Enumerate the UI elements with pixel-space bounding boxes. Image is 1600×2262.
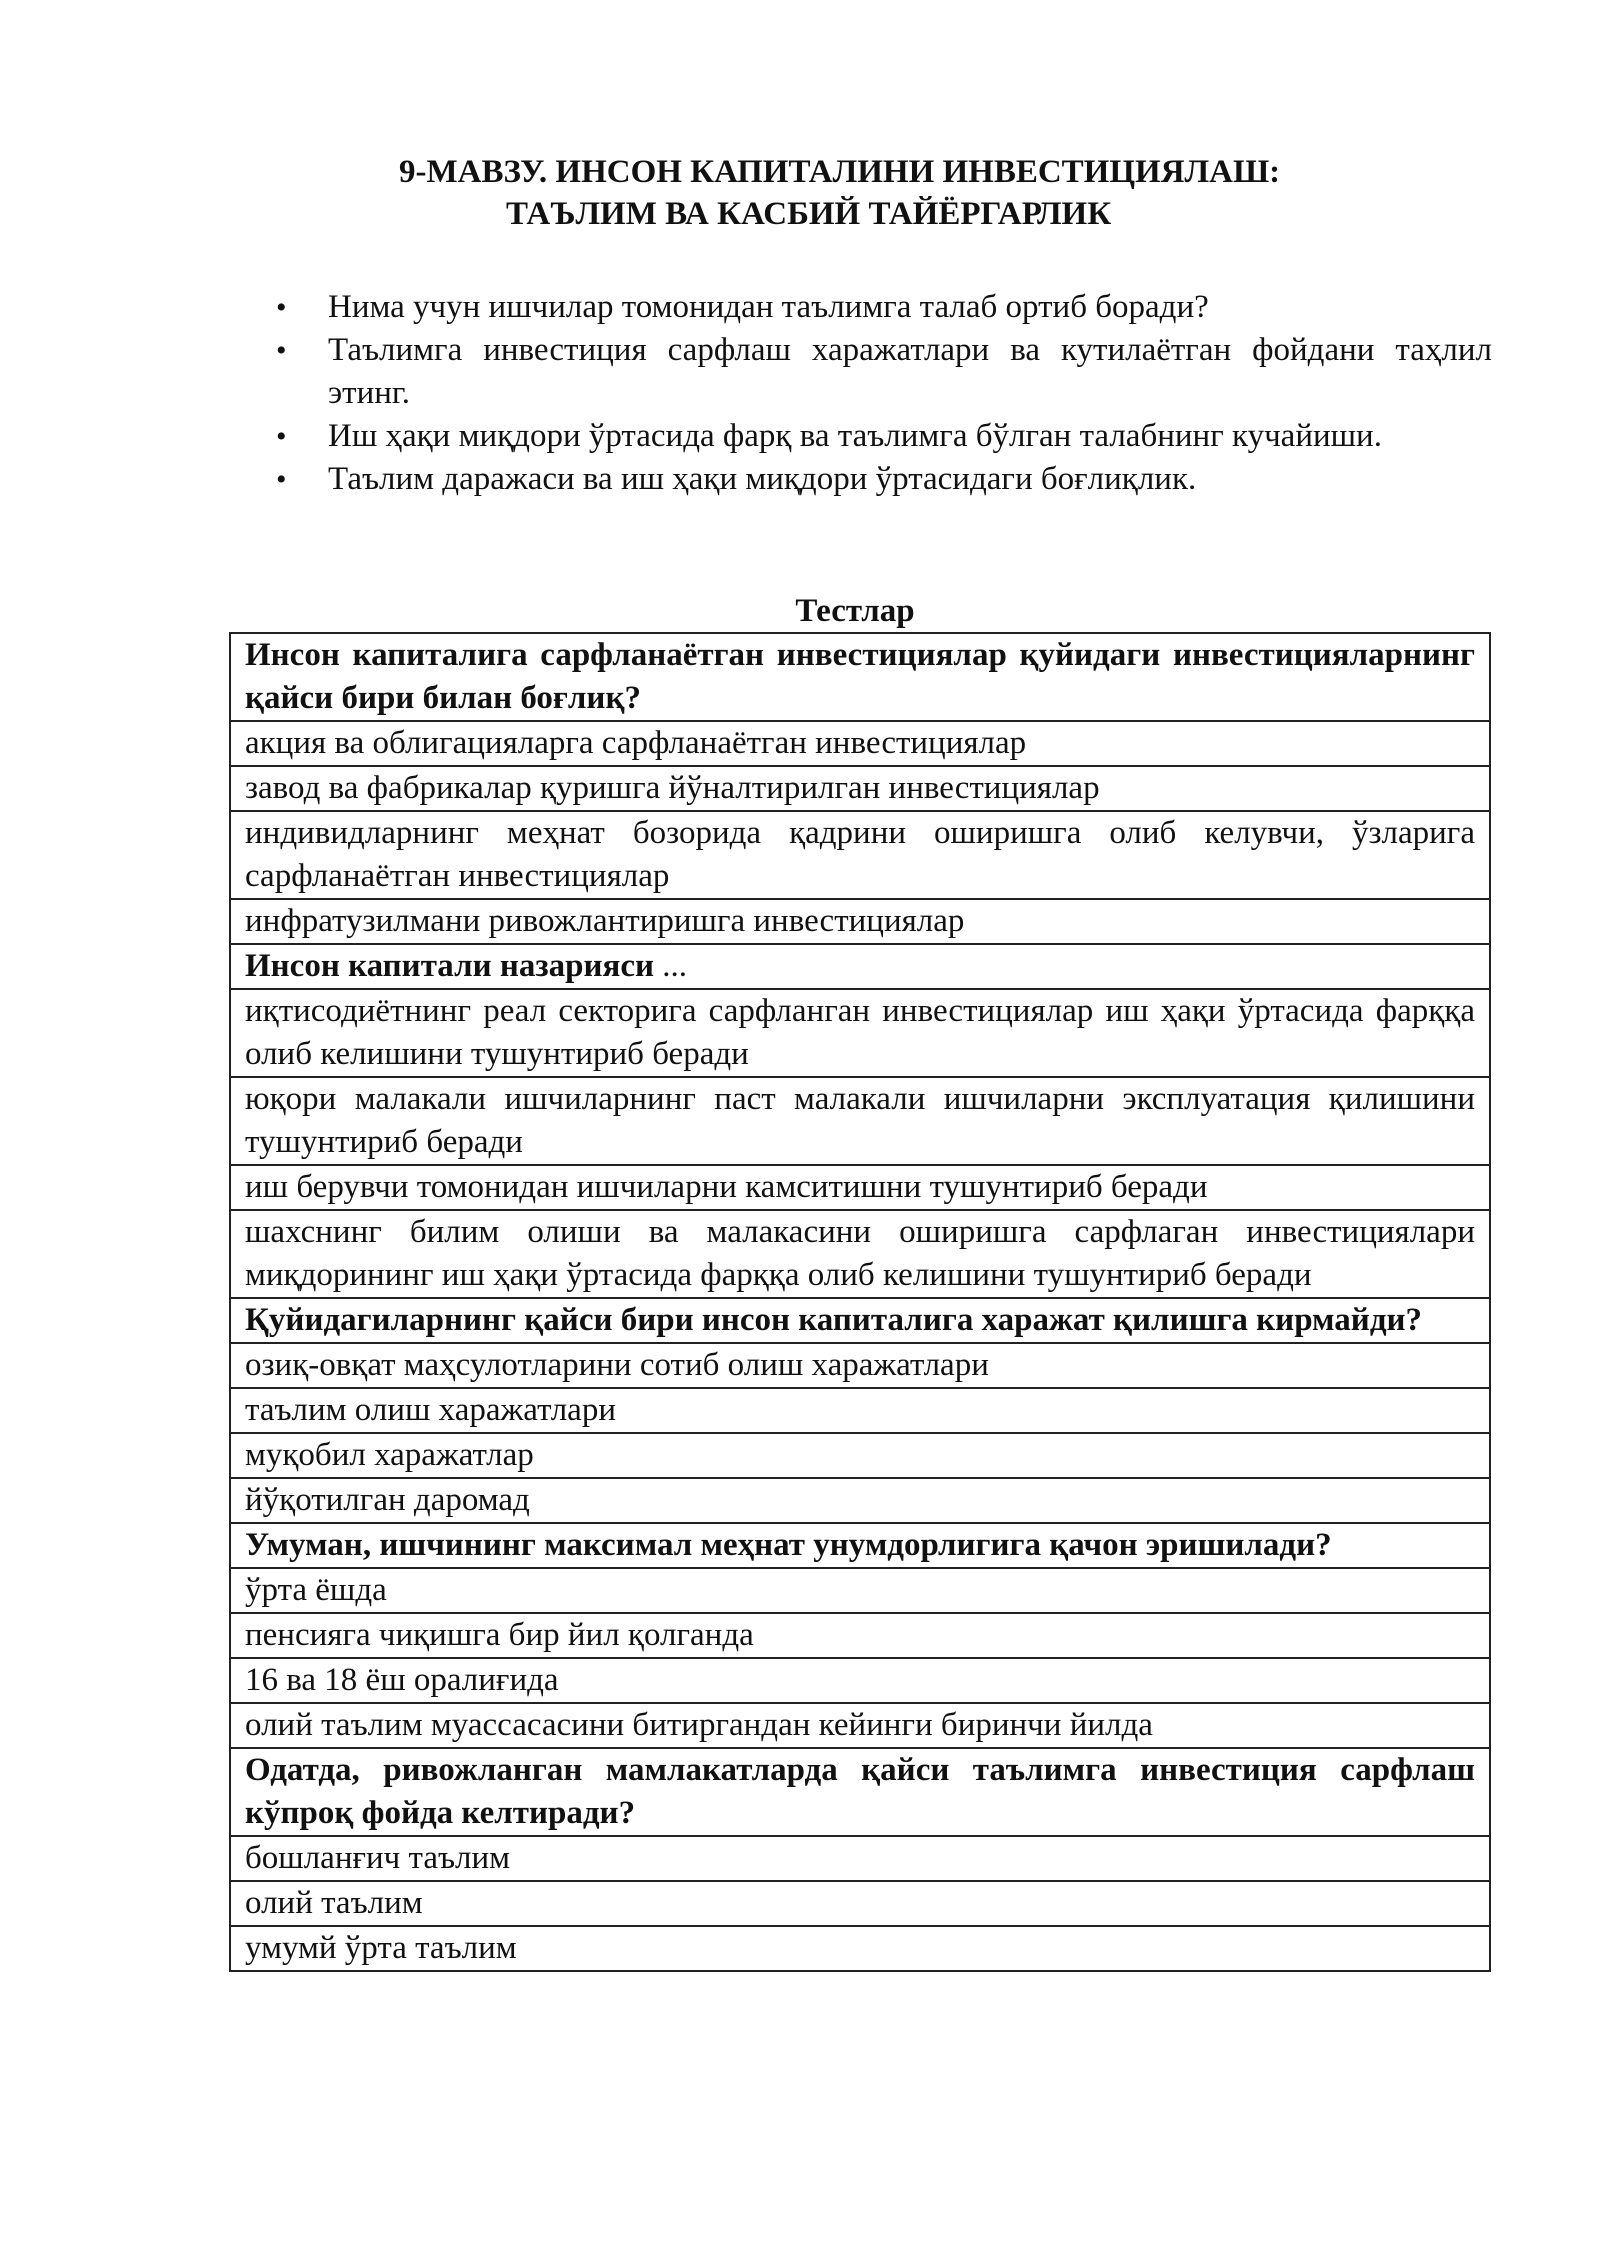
topic-title-line-2: ТАЪЛИМ ВА КАСБИЙ ТАЙЁРГАРЛИК <box>506 196 1112 232</box>
bullet-icon: • <box>276 334 287 367</box>
answer-option-row <box>230 1433 1490 1478</box>
topic-title-line-1: 9-МАВЗУ. ИНСОН КАПИТАЛИНИ ИНВЕСТИЦИЯЛАШ: <box>399 154 1281 190</box>
answer-option-row <box>230 1703 1490 1748</box>
answer-option-row <box>230 1926 1490 1971</box>
discussion-question-text: Таълим даражаси ва иш ҳақи миқдори ўртасидаги боғлиқлик. <box>328 461 1197 497</box>
answer-option: ўрта ёшда <box>230 1568 1490 1613</box>
answer-option: инфратузилмани ривожлантиришга инвестициялар <box>230 899 1490 944</box>
discussion-question-text: Таълимга инвестиция сарфлаш харажатлари ва кутилаётган фойдани таҳлил этинг. <box>328 332 1492 411</box>
question-text: Умуман, ишчининг максимал меҳнат унумдорлигига қачон эришилади? <box>245 1527 1332 1563</box>
discussion-question-text: Иш ҳақи миқдори ўртасида фарқ ва таълимга бўлган талабнинг кучайиши. <box>328 418 1382 454</box>
question-row <box>230 1523 1490 1568</box>
answer-option: озиқ-овқат маҳсулотларини сотиб олиш харажатлари <box>230 1343 1490 1388</box>
question-text: Қуйидагиларнинг қайси бири инсон капиталига харажат қилишга кирмайди? <box>245 1302 1423 1338</box>
answer-option: олий таълим муассасасини битиргандан кейинги биринчи йилда <box>230 1703 1490 1748</box>
bullet-icon: • <box>276 291 287 324</box>
discussion-question <box>276 415 1492 458</box>
answer-option: йўқотилган даромад <box>230 1478 1490 1523</box>
answer-option-row <box>230 1568 1490 1613</box>
answer-option-row <box>230 1343 1490 1388</box>
tests-heading: Тестлар <box>795 593 915 629</box>
answer-option-row <box>230 1388 1490 1433</box>
answer-option: иқтисодиётнинг реал секторига сарфланган инвестициялар иш ҳақи ўртасида фарққа олиб келишини тушунтириб беради <box>230 989 1490 1077</box>
answer-option: 16 ва 18 ёш оралиғида <box>230 1658 1490 1703</box>
question-suffix: ... <box>654 948 688 984</box>
answer-option-row <box>230 811 1490 899</box>
discussion-questions-list <box>276 286 1492 501</box>
bullet-icon: • <box>276 420 287 453</box>
answer-option-row <box>230 1077 1490 1165</box>
question-row <box>230 1748 1490 1836</box>
answer-option: индивидларнинг меҳнат бозорида қадрини оширишга олиб келувчи, ўзларига сарфланаётган инвестициялар <box>230 811 1490 899</box>
answer-option: олий таълим <box>230 1881 1490 1926</box>
question-cell <box>230 633 1490 721</box>
question-row <box>230 633 1490 721</box>
question-cell <box>230 1748 1490 1836</box>
answer-option-row <box>230 1658 1490 1703</box>
answer-option-row <box>230 1836 1490 1881</box>
answer-option-row <box>230 1881 1490 1926</box>
discussion-question <box>276 329 1492 415</box>
answer-option-row <box>230 899 1490 944</box>
question-cell <box>230 944 1490 989</box>
answer-option: пенсияга чиқишга бир йил қолганда <box>230 1613 1490 1658</box>
answer-option-row <box>230 1613 1490 1658</box>
answer-option: завод ва фабрикалар қуришга йўналтирилган инвестициялар <box>230 766 1490 811</box>
discussion-question-text: Нима учун ишчилар томонидан таълимга талаб ортиб боради? <box>328 289 1209 325</box>
answer-option: юқори малакали ишчиларнинг паст малакали ишчиларни эксплуатация қилишини тушунтириб беради <box>230 1077 1490 1165</box>
test-questions-table <box>229 632 1491 1972</box>
answer-option-row <box>230 1165 1490 1210</box>
answer-option: таълим олиш харажатлари <box>230 1388 1490 1433</box>
question-cell <box>230 1523 1490 1568</box>
question-cell <box>230 1298 1490 1343</box>
answer-option: умумй ўрта таълим <box>230 1926 1490 1971</box>
answer-option: муқобил харажатлар <box>230 1433 1490 1478</box>
answer-option: иш берувчи томонидан ишчиларни камситишни тушунтириб беради <box>230 1165 1490 1210</box>
bullet-icon: • <box>276 463 287 496</box>
question-text: Инсон капитали назарияси <box>245 948 655 984</box>
question-text: Одатда, ривожланган мамлакатларда қайси таълимга инвестиция сарфлаш кўпроқ фойда келтиради? <box>245 1752 1475 1831</box>
question-row <box>230 1298 1490 1343</box>
answer-option-row <box>230 721 1490 766</box>
answer-option-row <box>230 989 1490 1077</box>
answer-option: шахснинг билим олиши ва малакасини оширишга сарфлаган инвестициялари миқдорининг иш ҳақи ўртасида фарққа олиб келишини тушунтириб беради <box>230 1210 1490 1298</box>
answer-option-row <box>230 766 1490 811</box>
question-row <box>230 944 1490 989</box>
answer-option-row <box>230 1478 1490 1523</box>
topic-title <box>0 151 1600 235</box>
discussion-question <box>276 286 1492 329</box>
discussion-question <box>276 458 1492 501</box>
answer-option: акция ва облигацияларга сарфланаётган инвестициялар <box>230 721 1490 766</box>
answer-option-row <box>230 1210 1490 1298</box>
answer-option: бошланғич таълим <box>230 1836 1490 1881</box>
question-text: Инсон капиталига сарфланаётган инвестициялар қуйидаги инвестицияларнинг қайси бири билан боғлиқ? <box>245 637 1475 716</box>
